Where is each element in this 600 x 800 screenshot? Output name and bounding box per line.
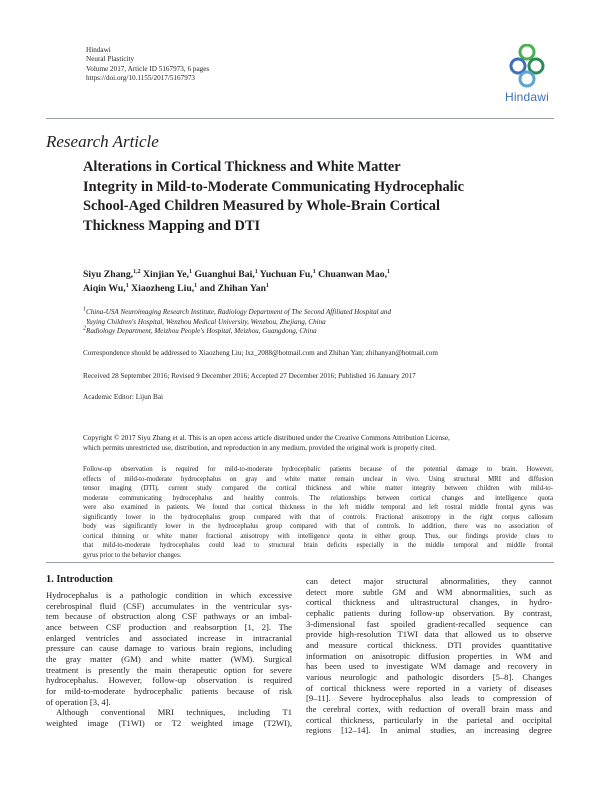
author-affil-marker: 1 (125, 283, 129, 290)
journal-name: Neural Plasticity (86, 55, 135, 64)
affil-number: 2 (83, 325, 86, 332)
title-line: Alterations in Cortical Thickness and White Matter (83, 159, 401, 175)
abstract (83, 465, 553, 560)
abstract-line: tensor imaging (DTI), current study compared the cortical thickness and white matter integrity between children with mild-to- (83, 485, 553, 492)
body-line: the gray matter (GM) and white matter (WM). Surgical (46, 653, 292, 664)
correspondence: Correspondence should be addressed to Xiaozheng Liu; lxz_2088@hotmail.com and Zhihan Yan; zhihanyan@hotmail.com (83, 349, 438, 357)
body-line: tem because of obstruction along CSF pathways or an imbal- (46, 611, 292, 622)
publisher-name: Hindawi (86, 46, 111, 54)
body-column-left (46, 590, 292, 729)
affiliations (83, 308, 553, 337)
abstract-line: were also examined in patients. We found that cortical thickness in the left middle temporal and left rostral middle frontal gyrus was (83, 504, 553, 511)
author-name[interactable]: Yuchuan Fu, (257, 269, 313, 280)
author-affil-marker: 1 (194, 283, 198, 290)
section-heading: 1. Introduction (46, 574, 113, 585)
academic-editor: Academic Editor: Lijun Bai (83, 393, 164, 401)
author-line (83, 282, 553, 296)
body-line: the cerebral cortex, with reduction of overall brain mass and (306, 703, 552, 714)
affiliation-line (83, 308, 553, 318)
author-name[interactable]: and Zhihan Yan (197, 283, 266, 295)
body-line: provide high-resolution T1WI data that allowed us to observe (306, 629, 552, 640)
body-line: ance between CSF production and reabsorption [1, 2]. The (46, 621, 292, 632)
body-line: various neurologic and pathologic disorders [5–8]. Changes (306, 671, 552, 682)
abstract-line: moderate communicating hydrocephalus and healthy controls. The relationships between cortical changes and intelligence quota (83, 494, 553, 502)
body-line: [9–11]. Severe hydrocephalus also leads to compression of (306, 693, 552, 704)
body-line: 3-dimensional fast spoiled gradient-recalled sequence can (306, 618, 552, 629)
author-affil-marker: 1 (265, 283, 269, 290)
body-line: treatment is presently the main therapeutic option for severe (46, 664, 292, 675)
hindawi-logo (497, 44, 557, 106)
abstract-line: that mild-to-moderate hydrocephalus could lead to structural brain deficits especially in the middle temporal and middle frontal (83, 542, 553, 549)
publication-dates: Received 28 September 2016; Revised 9 December 2016; Accepted 27 December 2016; Published 16 January 2017 (83, 372, 416, 380)
body-line: cephalic patients during follow-up observation. By contrast, (306, 607, 552, 618)
journal-metadata (86, 46, 209, 84)
body-line: cortical thickness and ultrastructural changes, in hydro- (306, 597, 552, 608)
abstract-line: gyrus prior to the behavior changes. (83, 551, 182, 559)
author-affil-marker: 1 (254, 268, 258, 275)
author-name[interactable]: Chuanwan Mao, (315, 269, 388, 280)
article-title (83, 158, 553, 236)
doi-link[interactable]: https://doi.org/10.1155/2017/5167973 (86, 74, 196, 83)
copyright-line: which permits unrestricted use, distribution, and reproduction in any medium, provided the original work is properly cited. (83, 443, 436, 452)
body-line: hydrocephalus. However, follow-up observation is required (46, 675, 292, 686)
hindawi-logo-icon (497, 44, 557, 90)
author-name[interactable]: Guanghui Bai, (191, 269, 255, 280)
abstract-line: Follow-up observation is required for mild-to-moderate hydrocephalic patients because of the potential damage to brain. However, (83, 466, 553, 473)
title-line: Integrity in Mild-to-Moderate Communicating Hydrocephalic (83, 178, 465, 195)
affiliation-line: Yuying Children's Hospital, Wenzhou Medical University, Wenzhou, Zhejiang, China (86, 317, 326, 326)
author-affil-marker: 1 (387, 268, 391, 275)
affil-text: Radiology Department, Meizhou People's Hospital, Meizhou, Guangdong, China (86, 327, 317, 336)
affiliation-line (83, 327, 553, 337)
title-line: School-Aged Children Measured by Whole-Brain Cortical (83, 198, 440, 215)
body-line: enlarged ventricles and associated increase in intracranial (46, 632, 292, 643)
author-affil-marker: 1 (188, 268, 192, 275)
author-list (83, 268, 553, 297)
body-column-right (306, 576, 552, 736)
body-line: information on anisotropic diffusion properties in WM and (306, 650, 552, 661)
body-line: cortical thickness, particularly in the parietal and occipital (306, 714, 552, 725)
body-line: Hydrocephalus is a pathologic condition in which excessive (46, 590, 292, 600)
body-line: weighted image (T1WI) or T2 weighted image (T2WI), (46, 717, 292, 728)
title-line: Thickness Mapping and DTI (83, 217, 261, 234)
abstract-line: significantly lower in the hydrocephalus group compared with that of controls. Fractional anisotropy in the right corpus callosum (83, 513, 553, 521)
body-line: Although conventional MRI techniques, including T1 (56, 707, 292, 718)
body-line: for mild-to-moderate hydrocephalic patients because of risk (46, 685, 292, 696)
abstract-line: cortical thinning or white matter fractional anisotropy with intelligence quota in either group. Thus, our findings provide clues to (83, 532, 553, 540)
abstract-line: effects of mild-to-moderate hydrocephalus on gray and white matter remain unclear in vivo. Using structural MRI and diffusion (83, 475, 553, 483)
body-line: detect more subtle GM and WM abnormalities, such as (306, 586, 552, 597)
affil-text: China-USA Neuroimaging Research Institute, Radiology Department of The Second Affiliated Hospital and (86, 308, 391, 316)
body-line: of cortical thickness were reported in a variety of diseases (306, 682, 552, 693)
logo-wordmark: Hindawi (504, 90, 550, 104)
copyright-line: Copyright © 2017 Siyu Zhang et al. This is an open access article distributed under the Creative Commons Attribution License, (83, 434, 450, 442)
author-affil-marker: 1 (312, 268, 316, 275)
author-name[interactable]: Xiaozheng Liu, (128, 283, 195, 295)
body-line: regions [12–14]. In animal studies, an increasing degree (306, 725, 552, 736)
body-line: has been used to investigate WM damage and recovery in (306, 661, 552, 672)
author-name[interactable]: Aiqin Wu, (83, 283, 126, 295)
author-affil-marker: 1,2 (133, 268, 141, 275)
author-name[interactable]: Siyu Zhang, (83, 269, 134, 280)
author-line (83, 268, 553, 282)
body-line: can detect major structural abnormalities, they cannot (306, 576, 552, 586)
author-name[interactable]: Xinjian Ye, (140, 269, 189, 280)
body-line: and measure cortical thickness. DTI provides quantitative (306, 639, 552, 650)
abstract-line: body was significantly lower in the hydrocephalus group compared with that of controls. In addition, there was no association of (83, 523, 553, 530)
body-line: of operation [3, 4]. (46, 696, 111, 707)
abstract-divider (46, 562, 554, 563)
volume-info: Volume 2017, Article ID 5167973, 6 pages (86, 64, 210, 73)
body-line: cerebrospinal fluid (CSF) accumulates in the ventricular sys- (46, 600, 292, 611)
body-line: pressure can cause damage to various brain regions, including (46, 643, 292, 654)
affil-number: 1 (83, 306, 86, 313)
article-type: Research Article (46, 132, 159, 151)
copyright-notice (83, 434, 553, 453)
header-divider (46, 118, 554, 119)
